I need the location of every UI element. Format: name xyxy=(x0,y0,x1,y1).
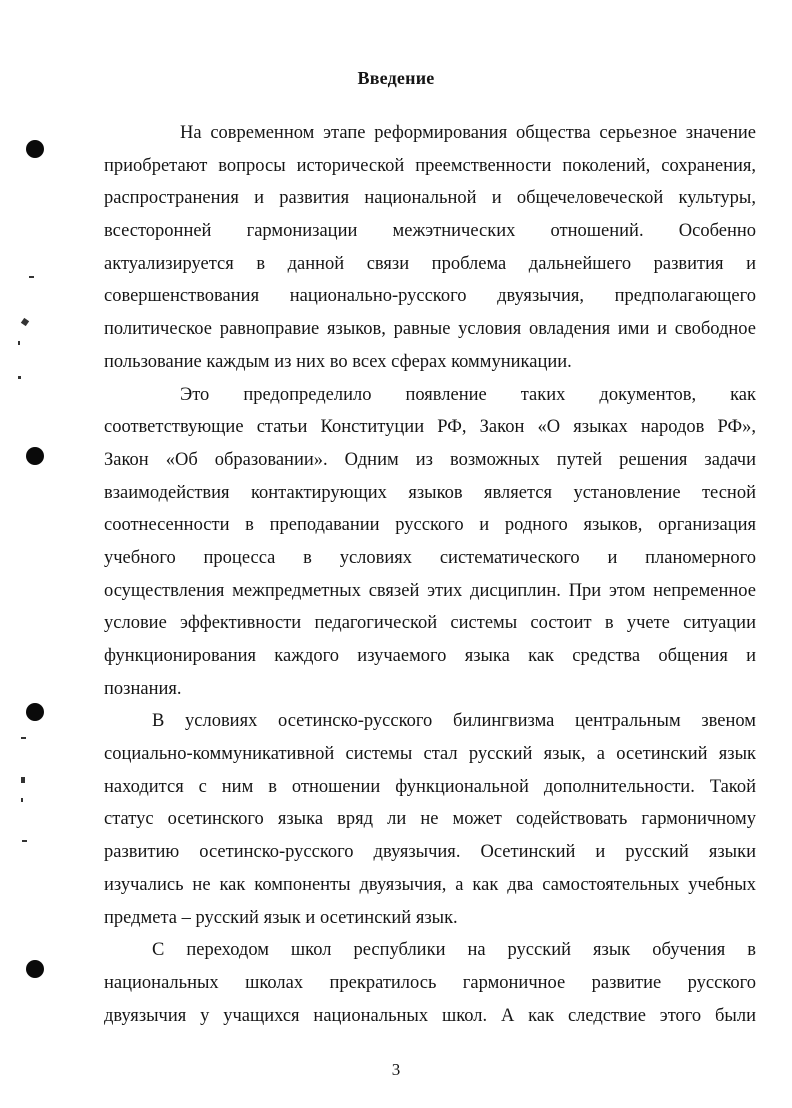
text-line: совершенствования национально-русского двуязычия, предполагающего xyxy=(104,286,756,307)
text-line: приобретают вопросы исторической преемственности поколений, сохранения, xyxy=(104,155,756,176)
text-line: развитию осетинско-русского двуязычия. Осетинский и русский языки xyxy=(104,842,756,863)
punch-hole xyxy=(26,960,44,978)
punch-hole xyxy=(26,447,44,465)
scan-speck xyxy=(29,276,34,278)
scan-speck xyxy=(18,376,21,379)
text-line: находится с ним в отношении функциональной дополнительности. Такой xyxy=(104,776,756,797)
punch-hole xyxy=(26,140,44,158)
text-line: осуществления межпредметных связей этих дисциплин. При этом непременное xyxy=(104,580,756,601)
text-line: соответствующие статьи Конституции РФ, Закон «О языках народов РФ», xyxy=(104,417,756,438)
text-line: Это предопределило появление таких документов, как xyxy=(180,384,756,405)
text-line: всесторонней гармонизации межэтнических отношений. Особенно xyxy=(104,221,756,242)
scan-speck xyxy=(21,798,23,802)
text-line: условие эффективности педагогической системы состоит в учете ситуации xyxy=(104,613,756,634)
scan-speck xyxy=(21,737,26,739)
text-line: пользование каждым из них во всех сферах коммуникации. xyxy=(104,351,572,372)
text-line: соотнесенности в преподавании русского и родного языков, организация xyxy=(104,515,756,536)
text-line: актуализируется в данной связи проблема дальнейшего развития и xyxy=(104,253,756,274)
text-line: предмета – русский язык и осетинский язык. xyxy=(104,907,458,928)
text-line: функционирования каждого изучаемого языка как средства общения и xyxy=(104,646,756,666)
text-line: познания. xyxy=(104,678,182,699)
punch-hole xyxy=(26,703,44,721)
scan-speck xyxy=(18,341,20,345)
text-line: изучались не как компоненты двуязычия, а как два самостоятельных учебных xyxy=(104,874,756,895)
body-text xyxy=(104,117,756,1032)
text-line: В условиях осетинско-русского билингвизма центральным звеном xyxy=(152,711,756,732)
page-number: 3 xyxy=(391,1060,401,1079)
scan-speck xyxy=(21,318,29,326)
scan-speck xyxy=(22,840,27,842)
text-line: распространения и развития национальной и общечеловеческой культуры, xyxy=(104,188,756,209)
text-line: Закон «Об образовании». Одним из возможных путей решения задачи xyxy=(104,449,756,470)
text-line: На современном этапе реформирования общества серьезное значение xyxy=(180,123,756,143)
text-line: двуязычия у учащихся национальных школ. А как следствие этого были xyxy=(104,1005,756,1026)
text-line: учебного процесса в условиях систематического и планомерного xyxy=(104,547,756,568)
text-line: политическое равноправие языков, равные условия овладения ими и свободное xyxy=(104,319,756,340)
text-line: социально-коммуникативной системы стал русский язык, а осетинский язык xyxy=(104,744,756,765)
text-line: национальных школах прекратилось гармоничное развитие русского xyxy=(104,972,756,993)
text-line: статус осетинского языка вряд ли не может содействовать гармоничному xyxy=(104,809,756,830)
scan-speck xyxy=(21,777,25,783)
page-title: Введение xyxy=(357,68,435,88)
text-line: С переходом школ республики на русский язык обучения в xyxy=(152,940,756,961)
text-line: взаимодействия контактирующих языков является установление тесной xyxy=(104,482,756,503)
